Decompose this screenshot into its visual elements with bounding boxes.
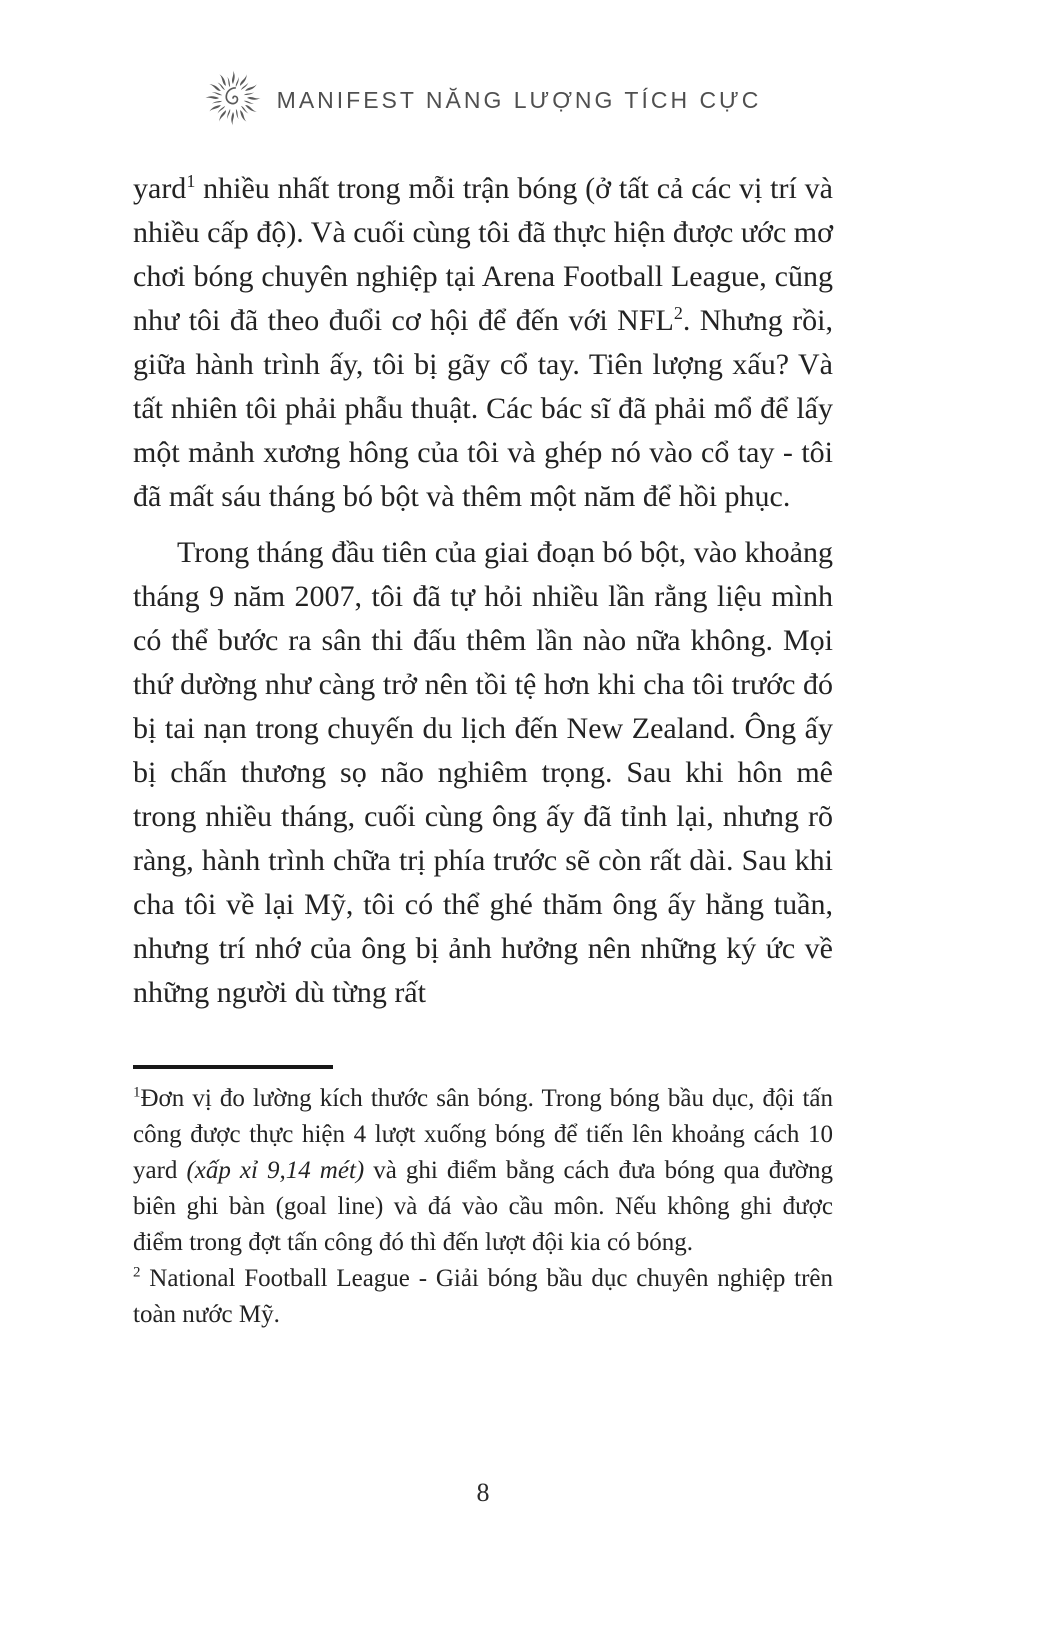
sun-icon	[205, 70, 261, 131]
footnote-separator-rule	[133, 1065, 333, 1069]
paragraph-1	[133, 167, 833, 519]
footnote-ref-1: 1	[186, 171, 196, 191]
paragraph-2: Trong tháng đầu tiên của giai đoạn bó bột, vào khoảng tháng 9 năm 2007, tôi đã tự hỏi nhiều lần rằng liệu mình có thể bước ra sân thi đấu thêm lần nào nữa không. Mọi thứ dường như càng trở nên tồi tệ hơn khi cha tôi trước đó bị tai nạn trong chuyến du lịch đến New Zealand. Ông ấy bị chấn thương sọ não nghiêm trọng. Sau khi hôn mê trong nhiều tháng, cuối cùng ông ấy đã tỉnh lại, nhưng rõ ràng, hành trình chữa trị phía trước sẽ còn rất dài. Sau khi cha tôi về lại Mỹ, tôi có thể ghé thăm ông ấy hằng tuần, nhưng trí nhớ của ông bị ảnh hưởng nên những ký ức về những người dù từng rất	[133, 536, 833, 1009]
page-header	[133, 0, 833, 131]
footnote-2	[133, 1261, 833, 1333]
text-run: yard	[133, 172, 187, 205]
footnote-1-marker: 1	[133, 1084, 141, 1101]
footnotes-section	[133, 1065, 833, 1333]
page-content	[133, 167, 833, 1333]
text-run: . Nhưng rồi, giữa hành trình ấy, tôi bị gãy cổ tay. Tiên lượng xấu? Và tất nhiên tôi phải phẫu thuật. Các bác sĩ đã phải mổ để lấy một mảnh xương hông của tôi và ghép nó vào cổ tay - tôi đã mất sáu tháng bó bột và thêm một năm để hồi phục.	[133, 304, 834, 513]
text-run: Đơn vị đo lường kích thước sân bóng. Trong bóng bầu dục, đội tấn công được thực hiện 4 lượt xuống bóng để tiến lên khoảng cách 10 yard	[133, 1085, 833, 1184]
text-run: và ghi điểm bằng cách đưa bóng qua đường biên ghi bàn (goal line) và đá vào cầu môn. Nếu không ghi được điểm trong đợt tấn công đó thì đến lượt đội kia có bóng.	[133, 1157, 834, 1256]
text-run-italic: (xấp xỉ 9,14 mét)	[186, 1157, 365, 1184]
running-head-title: MANIFEST NĂNG LƯỢNG TÍCH CỰC	[276, 87, 762, 113]
footnote-1	[133, 1081, 833, 1261]
footnote-ref-2: 2	[673, 303, 683, 323]
text-run: nhiều nhất trong mỗi trận bóng (ở tất cả các vị trí và nhiều cấp độ). Và cuối cùng tôi đã thực hiện được ước mơ chơi bóng chuyên nghiệp tại Arena Football League, cũng như tôi đã theo đuổi cơ hội để đến với NFL	[133, 172, 833, 337]
footnote-2-marker: 2	[133, 1264, 141, 1281]
text-run: National Football League - Giải bóng bầu dục chuyên nghiệp trên toàn nước Mỹ.	[133, 1265, 833, 1328]
page-number: 8	[476, 1478, 490, 1507]
